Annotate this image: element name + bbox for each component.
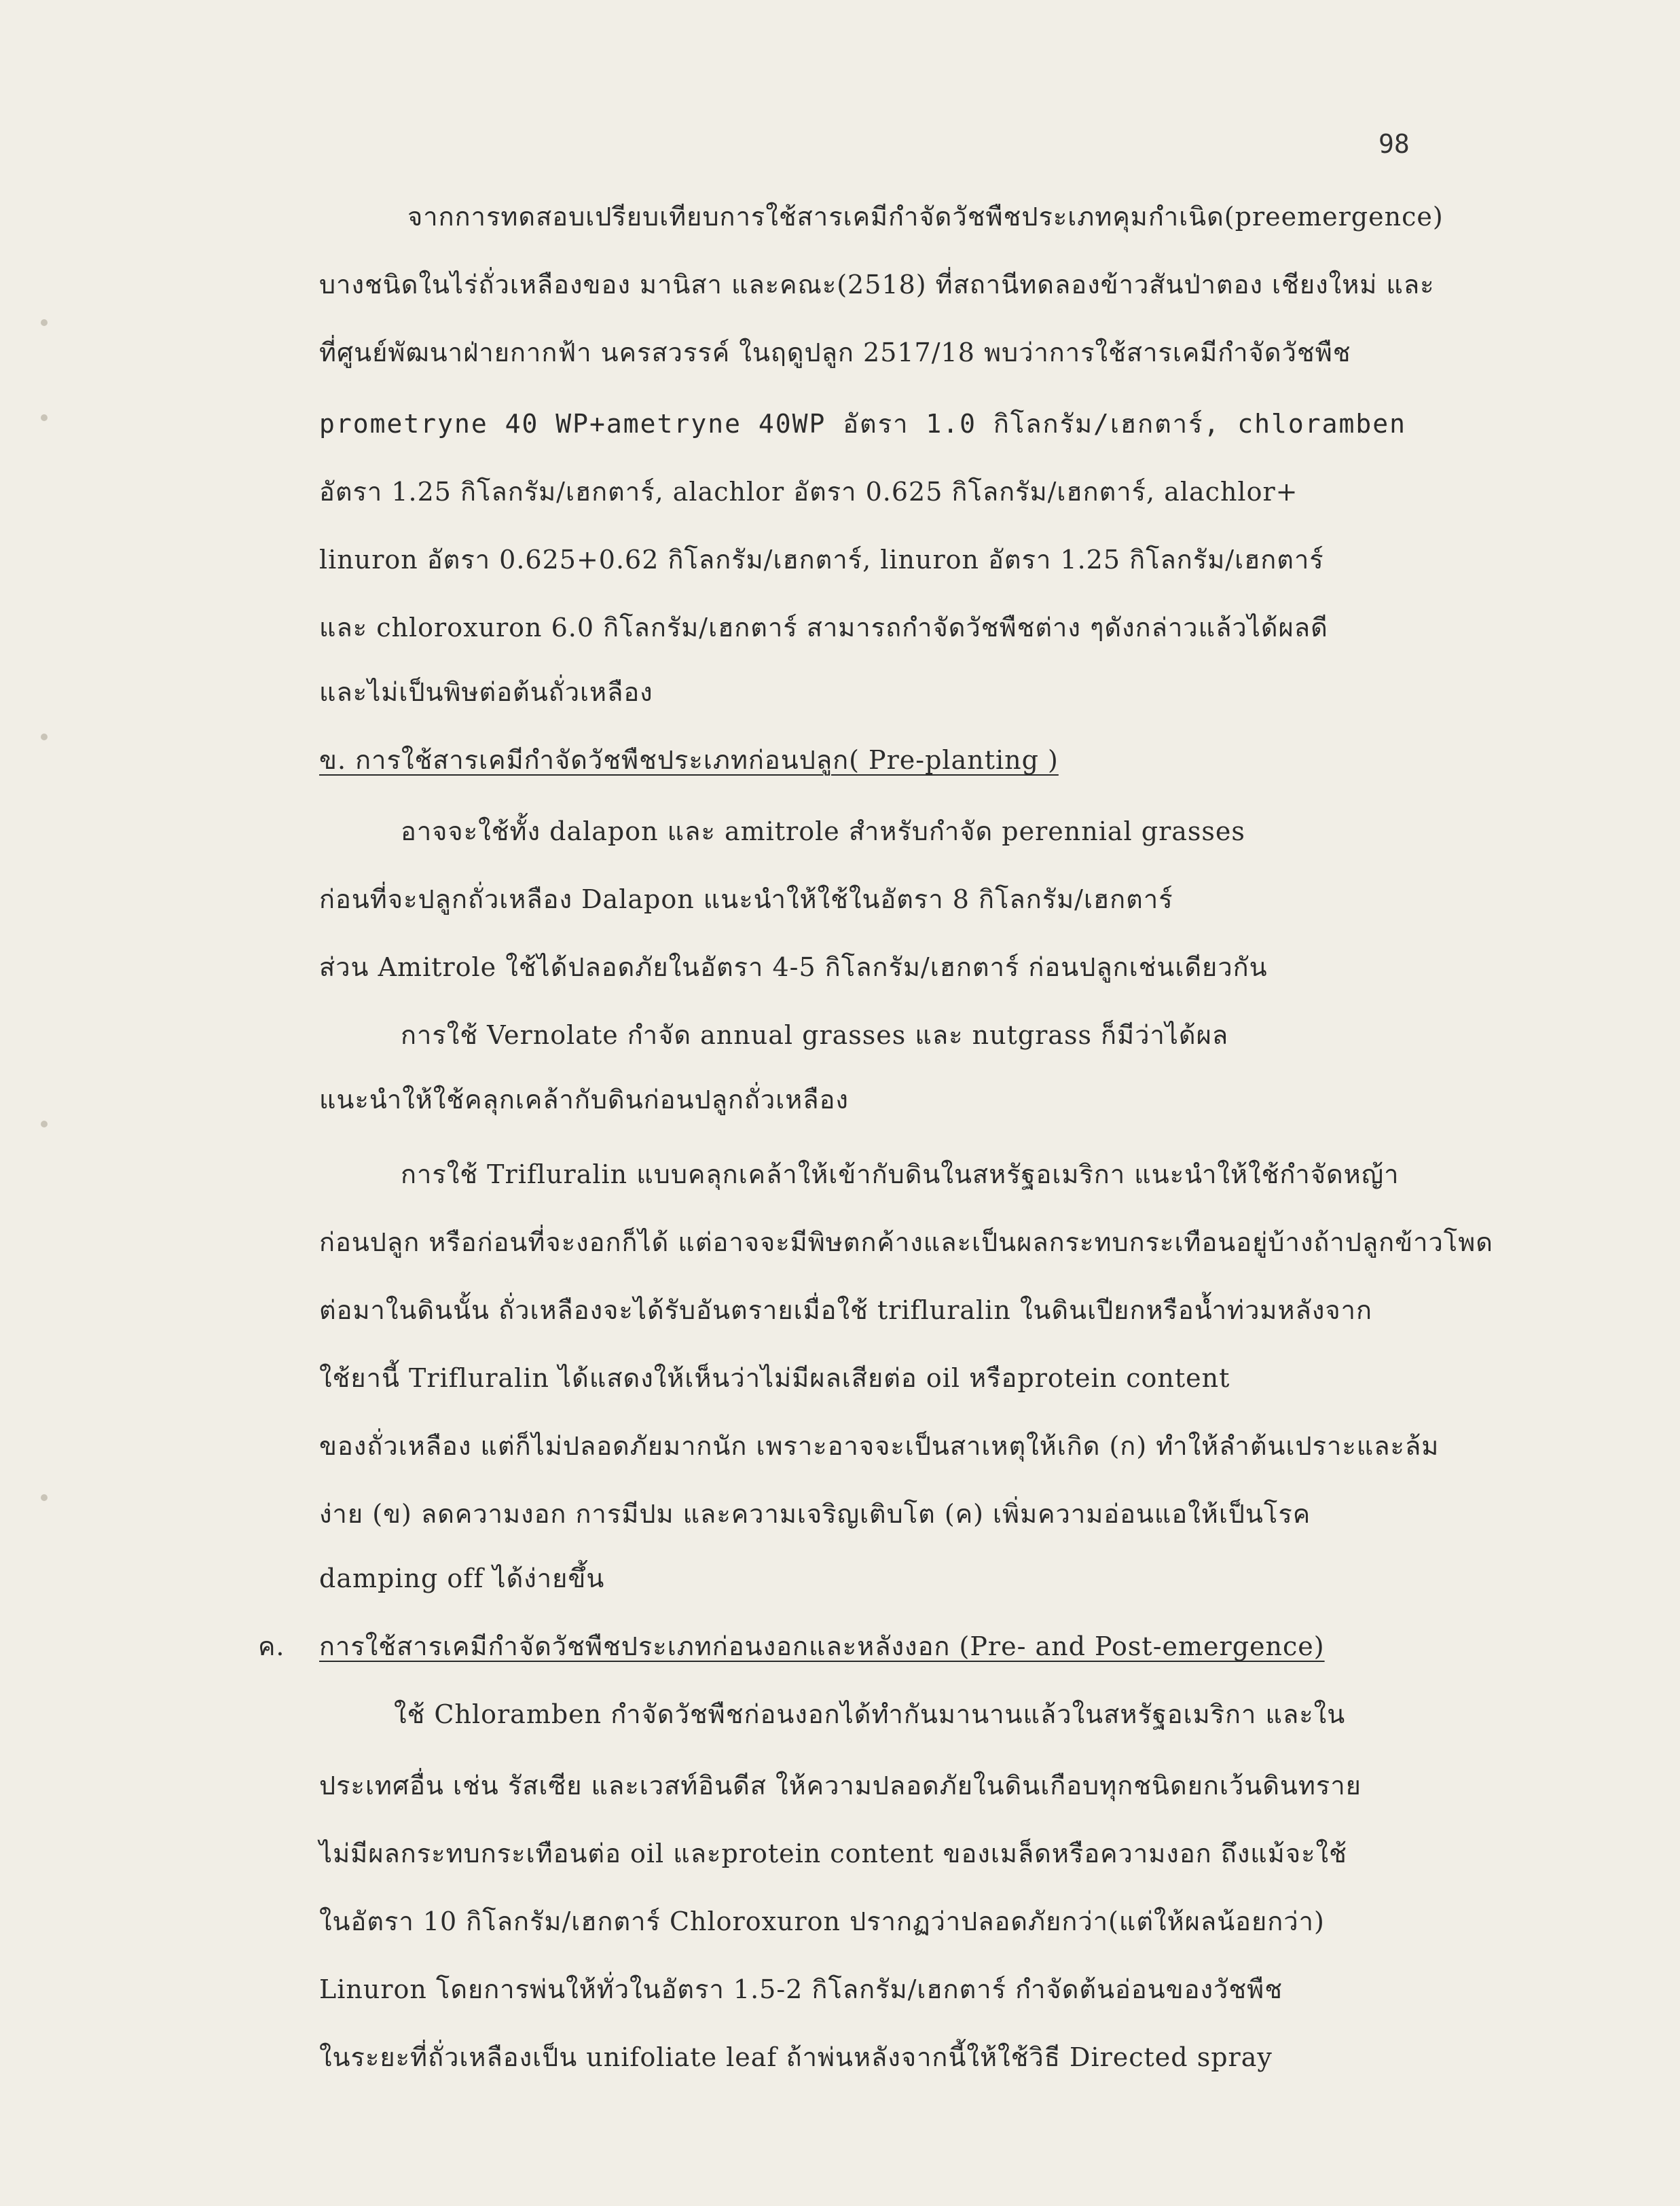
text-line: การใช้ Trifluralin แบบคลุกเคล้าให้เข้ากับดินในสหรัฐอเมริกา แนะนำให้ใช้กำจัดหญ้า	[401, 1159, 1400, 1189]
punch-hole-mark	[41, 734, 48, 740]
text-line: ในอัตรา 10 กิโลกรัม/เฮกตาร์ Chloroxuron ปรากฏว่าปลอดภัยกว่า(แต่ให้ผลน้อยกว่า)	[319, 1906, 1325, 1936]
text-line: ในระยะที่ถั่วเหลืองเป็น unifoliate leaf ถ้าพ่นหลังจากนี้ให้ใช้วิธี Directed spray	[319, 2042, 1273, 2072]
punch-hole-mark	[41, 1121, 48, 1127]
text-line: linuron อัตรา 0.625+0.62 กิโลกรัม/เฮกตาร์, linuron อัตรา 1.25 กิโลกรัม/เฮกตาร์	[319, 545, 1324, 575]
text-line: ก่อนปลูก หรือก่อนที่จะงอกก็ได้ แต่อาจจะมีพิษตกค้างและเป็นผลกระทบกระเทือนอยู่บ้างถ้าปลูกข้าวโพด	[319, 1227, 1493, 1257]
text-line: และไม่เป็นพิษต่อต้นถั่วเหลือง	[319, 677, 653, 707]
text-line: ประเทศอื่น เช่น รัสเซีย และเวสท์อินดีส ให้ความปลอดภัยในดินเกือบทุกชนิดยกเว้นดินทราย	[319, 1771, 1362, 1801]
text-line: บางชนิดในไร่ถั่วเหลืองของ มานิสา และคณะ(2518) ที่สถานีทดลองข้าวสันป่าตอง เชียงใหม่ และ	[319, 270, 1435, 300]
text-line: ที่ศูนย์พัฒนาฝ่ายกากฟ้า นครสวรรค์ ในฤดูปลูก 2517/18 พบว่าการใช้สารเคมีกำจัดวัชพืช	[319, 338, 1351, 367]
text-line: Linuron โดยการพ่นให้ทั่วในอัตรา 1.5-2 กิโลกรัม/เฮกตาร์ กำจัดต้นอ่อนของวัชพืช	[319, 1974, 1283, 2004]
section-heading-b: ข. การใช้สารเคมีกำจัดวัชพืชประเภทก่อนปลูก( Pre-planting )	[319, 745, 1059, 775]
text-line: อัตรา 1.25 กิโลกรัม/เฮกตาร์, alachlor อัตรา 0.625 กิโลกรัม/เฮกตาร์, alachlor+	[319, 477, 1298, 507]
text-line: ไม่มีผลกระทบกระเทือนต่อ oil และprotein content ของเมล็ดหรือความงอก ถึงแม้จะใช้	[319, 1839, 1347, 1868]
text-line: ของถั่วเหลือง แต่ก็ไม่ปลอดภัยมากนัก เพราะอาจจะเป็นสาเหตุให้เกิด (ก) ทำให้ลำต้นเปราะและล้ม	[319, 1431, 1440, 1461]
section-heading-c-marker: ค.	[258, 1631, 285, 1661]
punch-hole-mark	[41, 1494, 48, 1501]
text-line: prometryne 40 WP+ametryne 40WP อัตรา 1.0 กิโลกรัม/เฮกตาร์, chloramben	[319, 409, 1407, 439]
text-line: การใช้ Vernolate กำจัด annual grasses และ nutgrass ก็มีว่าได้ผล	[401, 1020, 1229, 1050]
text-line: ต่อมาในดินนั้น ถั่วเหลืองจะได้รับอันตรายเมื่อใช้ trifluralin ในดินเปียกหรือน้ำท่วมหลังจาก	[319, 1295, 1372, 1325]
text-line: จากการทดสอบเปรียบเทียบการใช้สารเคมีกำจัดวัชพืชประเภทคุมกำเนิด(preemergence)	[407, 202, 1444, 232]
text-line: แนะนำให้ใช้คลุกเคล้ากับดินก่อนปลูกถั่วเหลือง	[319, 1085, 849, 1115]
text-line: damping off ได้ง่ายขึ้น	[319, 1563, 605, 1593]
punch-hole-mark	[41, 319, 48, 326]
text-line: อาจจะใช้ทั้ง dalapon และ amitrole สำหรับกำจัด perennial grasses	[401, 816, 1245, 846]
text-line: ใช้ยานี้ Trifluralin ได้แสดงให้เห็นว่าไม่มีผลเสียต่อ oil หรือprotein content	[319, 1363, 1230, 1393]
punch-hole-mark	[41, 414, 48, 421]
text-line: และ chloroxuron 6.0 กิโลกรัม/เฮกตาร์ สามารถกำจัดวัชพืชต่าง ๆดังกล่าวแล้วได้ผลดี	[319, 613, 1328, 643]
text-line: ก่อนที่จะปลูกถั่วเหลือง Dalapon แนะนำให้ใช้ในอัตรา 8 กิโลกรัม/เฮกตาร์	[319, 884, 1173, 914]
text-line: ส่วน Amitrole ใช้ได้ปลอดภัยในอัตรา 4-5 กิโลกรัม/เฮกตาร์ ก่อนปลูกเช่นเดียวกัน	[319, 952, 1268, 982]
text-line: ง่าย (ข) ลดความงอก การมีปม และความเจริญเติบโต (ค) เพิ่มความอ่อนแอให้เป็นโรค	[319, 1499, 1311, 1529]
text-line: ใช้ Chloramben กำจัดวัชพืชก่อนงอกได้ทำกันมานานแล้วในสหรัฐอเมริกา และใน	[394, 1699, 1346, 1729]
page-number: 98	[1378, 129, 1410, 159]
section-heading-c: การใช้สารเคมีกำจัดวัชพืชประเภทก่อนงอกและหลังงอก (Pre- and Post-emergence)	[319, 1631, 1325, 1661]
